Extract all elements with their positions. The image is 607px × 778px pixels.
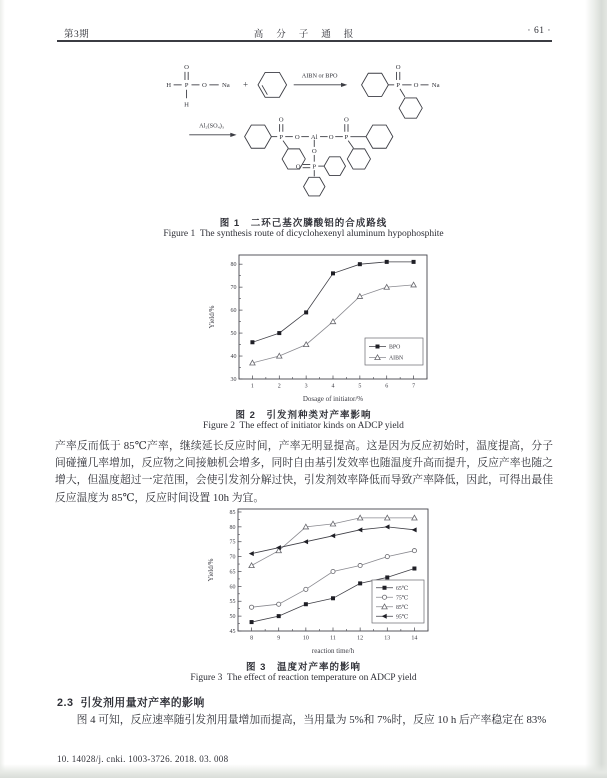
atom-O: O xyxy=(294,133,300,141)
atom-Al: Al xyxy=(310,133,318,141)
atom-P: P xyxy=(344,133,349,141)
atom-O: O xyxy=(202,82,207,90)
svg-text:75℃: 75℃ xyxy=(396,595,409,602)
atom-P: P xyxy=(396,82,401,90)
section-title: 引发剂用量对产率的影响 xyxy=(80,697,205,709)
svg-text:6: 6 xyxy=(385,383,389,390)
reaction-step-2 xyxy=(189,116,393,195)
figure3-caption-en: Figure 3 The effect of reaction temperature on ADCP yield xyxy=(190,673,417,683)
scan-edge-bottom xyxy=(0,764,607,778)
atom-P: P xyxy=(312,163,317,171)
cyclohexyl-ring xyxy=(362,73,389,96)
figure2-chart xyxy=(205,248,435,406)
svg-text:7: 7 xyxy=(412,383,416,390)
section-paragraph: 图 4 可知，反应速率随引发剂用量增加而提高，当用量为 5%和 7%时，反应 10 h 后产率稳定在 83% xyxy=(76,714,547,726)
svg-text:2: 2 xyxy=(277,383,281,390)
header-journal-title: 高分子通报 xyxy=(253,30,367,40)
svg-text:Yield/%: Yield/% xyxy=(207,558,215,582)
atom-Na: Na xyxy=(221,82,230,90)
svg-text:12: 12 xyxy=(357,635,364,642)
svg-text:14: 14 xyxy=(411,635,418,642)
figure1-caption-zh: 图 1 二环己基次膦酸铝的合成路线 xyxy=(219,218,388,229)
atom-O: O xyxy=(278,116,284,124)
svg-text:50: 50 xyxy=(230,331,237,338)
svg-text:60: 60 xyxy=(229,584,236,591)
atom-O: O xyxy=(328,133,334,141)
svg-text:10: 10 xyxy=(302,635,309,642)
figure1-synthesis-scheme xyxy=(158,58,458,201)
arrow-head xyxy=(230,133,236,137)
atom-P: P xyxy=(279,133,284,141)
svg-text:60: 60 xyxy=(230,308,237,315)
svg-text:AIBN: AIBN xyxy=(389,355,404,362)
cyclohexyl-ring xyxy=(366,125,393,148)
scan-edge-right xyxy=(585,0,607,778)
svg-text:13: 13 xyxy=(384,635,391,642)
atom-H: H xyxy=(184,101,189,109)
svg-text:65: 65 xyxy=(229,569,236,576)
arrow-head xyxy=(341,83,347,87)
atom-P: P xyxy=(184,82,189,90)
plus-sign: + xyxy=(242,79,249,90)
svg-text:85: 85 xyxy=(229,509,236,516)
figure1-caption-en: Figure 1 The synthesis route of dicyclohexenyl aluminum hypophosphite xyxy=(163,229,444,239)
scan-edge-left xyxy=(0,0,5,778)
atom-O: O xyxy=(184,64,189,72)
svg-text:75: 75 xyxy=(229,539,236,546)
atom-O: O xyxy=(311,148,317,156)
svg-text:80: 80 xyxy=(229,524,236,531)
cyclohexyl-ring xyxy=(347,149,370,169)
section-number: 2.3 xyxy=(57,697,74,709)
atom-O: O xyxy=(343,116,349,124)
svg-text:50: 50 xyxy=(229,614,236,621)
figure2-caption-zh: 图 2 引发剂种类对产率影响 xyxy=(235,410,372,421)
svg-text:95℃: 95℃ xyxy=(396,614,409,621)
svg-text:4: 4 xyxy=(331,383,335,390)
svg-text:30: 30 xyxy=(230,377,237,383)
cyclohexene-ring xyxy=(258,72,287,97)
reaction-condition-1: AIBN or BPO xyxy=(301,72,338,80)
doi-footnote: 10. 14028/j. cnki. 1003-3726. 2018. 03. 008 xyxy=(57,754,229,764)
svg-text:70: 70 xyxy=(230,285,237,292)
header-page-number: · 61 · xyxy=(527,26,551,36)
svg-text:BPO: BPO xyxy=(389,344,401,351)
svg-text:11: 11 xyxy=(330,635,336,642)
figure3-chart xyxy=(204,502,436,658)
svg-text:70: 70 xyxy=(229,554,236,561)
body-paragraph: 产率反而低于 85℃产率，继续延长反应时间，产率无明显提高。这是因为反应初始时，温度提高，分子间碰撞几率增加，反应物之间接触机会增多，同时自由基引发效率也随温度升高而提升，反应产率也随之增大，但温度超过一定范围，会使引发剂分解过快，引发剂效率降低而导致产率降低，因此，可得出最佳反应温度为 85℃，反应时间设置 10h 为宜。 xyxy=(55,440,553,504)
svg-text:8: 8 xyxy=(250,635,254,642)
svg-text:Yield/%: Yield/% xyxy=(208,305,216,329)
svg-text:65℃: 65℃ xyxy=(396,585,409,592)
header-rule xyxy=(57,40,552,42)
atom-H: H xyxy=(166,82,172,90)
reaction-step-1 xyxy=(166,64,439,118)
cyclohexyl-ring xyxy=(282,149,305,169)
figure2-caption-en: Figure 2 The effect of initiator kinds on ADCP yield xyxy=(203,421,404,431)
svg-text:45: 45 xyxy=(229,629,236,635)
svg-text:Dosage of initiator/%: Dosage of initiator/% xyxy=(302,395,364,403)
svg-text:40: 40 xyxy=(230,354,237,361)
cyclohexyl-ring xyxy=(304,177,325,196)
cyclohexyl-ring xyxy=(324,157,345,176)
cyclohexyl-ring xyxy=(245,125,272,148)
section-heading-2-3 xyxy=(57,695,205,710)
svg-text:3: 3 xyxy=(304,383,308,390)
svg-text:5: 5 xyxy=(358,383,362,390)
atom-O: O xyxy=(395,64,401,72)
atom-O: O xyxy=(413,82,419,90)
svg-text:55: 55 xyxy=(229,599,236,606)
atom-Na: Na xyxy=(431,82,440,90)
svg-text:9: 9 xyxy=(277,635,281,642)
svg-text:1: 1 xyxy=(250,383,254,390)
cyclohexyl-ring xyxy=(399,98,422,118)
svg-text:80: 80 xyxy=(230,262,237,269)
svg-text:85℃: 85℃ xyxy=(396,604,409,611)
header-issue: 第3期 xyxy=(64,30,90,40)
svg-text:reaction time/h: reaction time/h xyxy=(311,647,355,655)
atom-O: O xyxy=(295,163,301,171)
figure3-caption-zh: 图 3 温度对产率的影响 xyxy=(246,662,361,673)
reaction-condition-2: Al₂(SO₄)₃ xyxy=(199,122,225,130)
